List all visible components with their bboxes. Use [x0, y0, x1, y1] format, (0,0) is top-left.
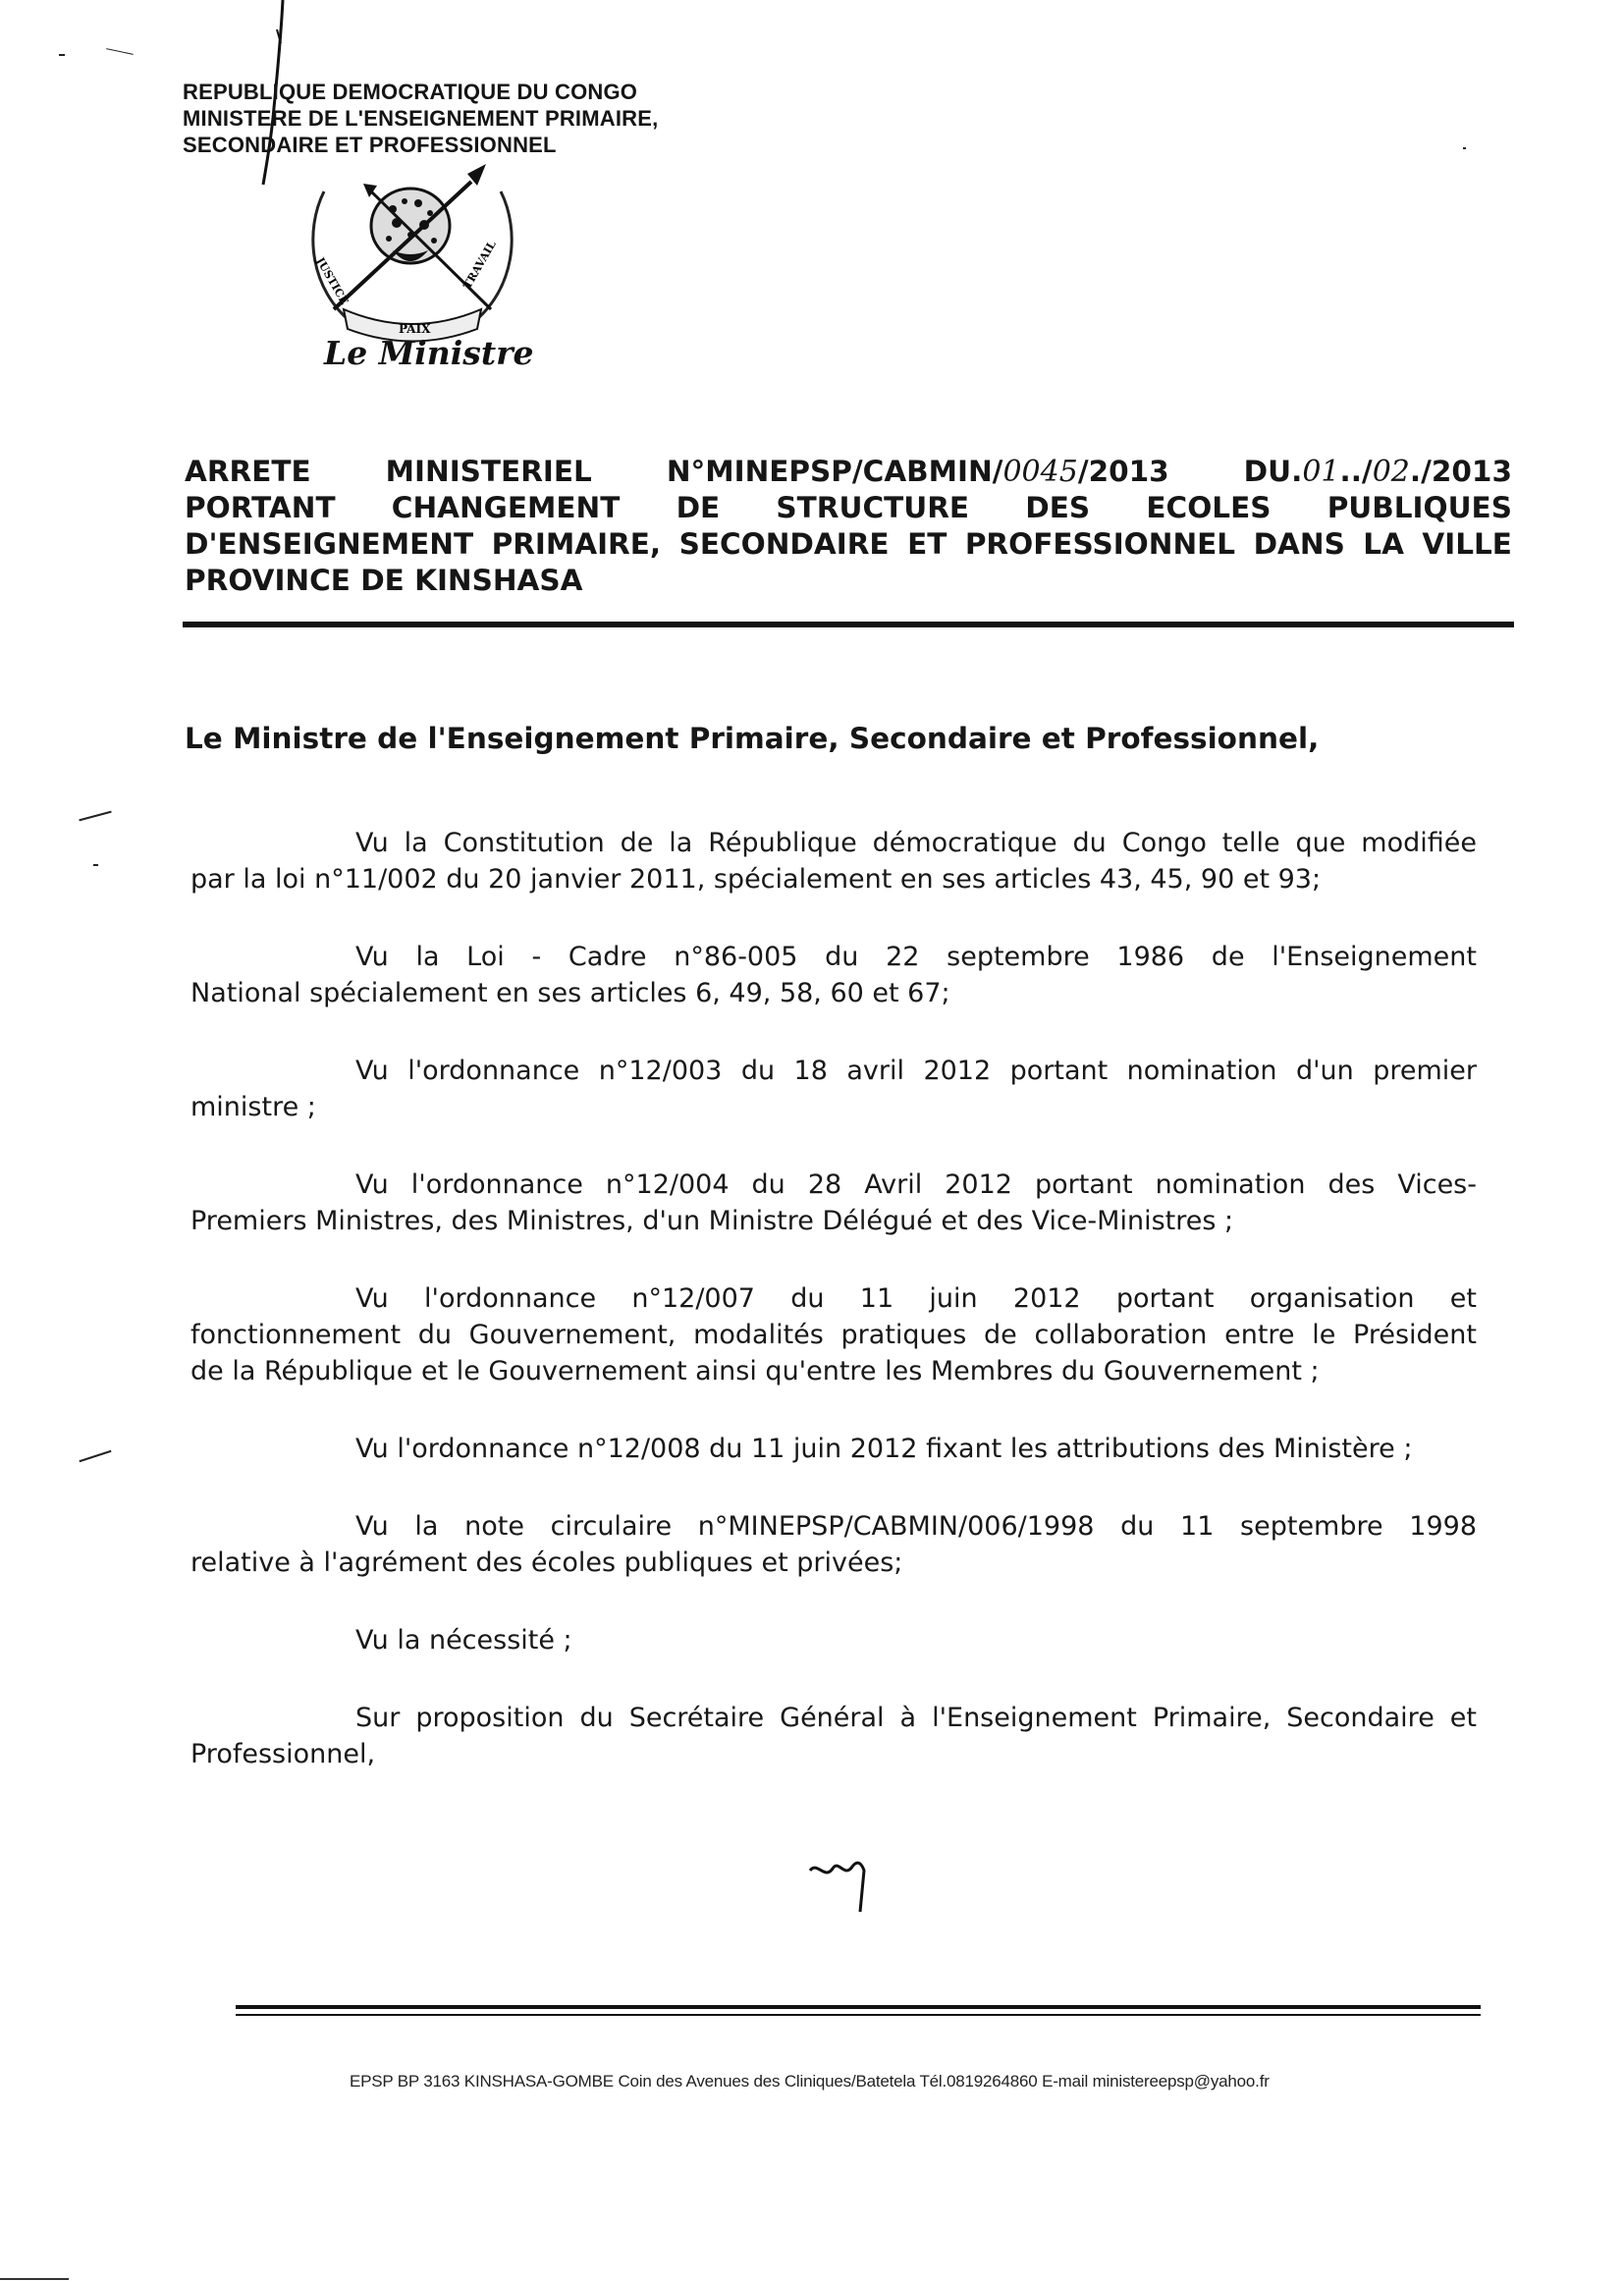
minister-heading: Le Ministre de l'Enseignement Primaire, Secondaire et Professionnel, — [185, 722, 1320, 755]
handwritten-month: 02 — [1372, 455, 1410, 489]
consideration-ordonnance-12-008: Vu l'ordonnance n°12/008 du 11 juin 2012 fixant les attributions des Ministère ; — [355, 1434, 1413, 1464]
title-line-3 — [185, 526, 1512, 563]
emblem-label-bottom: PAIX — [399, 322, 431, 336]
letterhead-country: REPUBLIQUE DEMOCRATIQUE DU CONGO — [183, 80, 638, 104]
title-word: SECONDAIRE — [678, 527, 890, 561]
title-word: PRIMAIRE, — [491, 527, 662, 561]
handwritten-initials — [805, 1851, 884, 1920]
title-word: PUBLIQUES — [1326, 491, 1512, 524]
decree-date: DU.01../02./2013 — [1243, 455, 1512, 489]
title-word: PROFESSIONNEL — [964, 527, 1236, 561]
title-line-4: PROVINCE DE KINSHASA — [185, 564, 583, 597]
emblem-label-right: TRAVAIL — [460, 239, 499, 292]
title-word: LA — [1363, 527, 1404, 561]
title-word: DANS — [1253, 527, 1345, 561]
minister-title: Le Ministre — [324, 334, 534, 372]
consideration-constitution: Vu la Constitution de la République démocratique du Congo telle que modifiée par la loi n°11/002 du 20 janvier 2011, spécialement en ses articles 43, 45, 90 et 93; — [190, 828, 1477, 895]
title-divider — [183, 622, 1514, 627]
emblem-label-left: JUSTICE — [313, 255, 352, 307]
title-line-2 — [185, 490, 1512, 526]
handwritten-number: 0045 — [1002, 455, 1078, 489]
title-word: ARRETE — [185, 455, 311, 488]
decree-body — [190, 825, 1477, 1814]
footer-divider-thin — [236, 2014, 1481, 2016]
scan-mark — [79, 811, 111, 822]
scan-mark — [59, 54, 65, 56]
title-word: DE — [676, 491, 721, 524]
consideration-loi-cadre: Vu la Loi - Cadre n°86-005 du 22 septembre 1986 de l'Enseignement National spécialement en ses articles 6, 49, 58, 60 et 67; — [190, 942, 1477, 1008]
footer-divider — [236, 2005, 1481, 2009]
letterhead-ministry: MINISTERE DE L'ENSEIGNEMENT PRIMAIRE, — [183, 106, 659, 131]
consideration-necessite: Vu la nécessité ; — [355, 1625, 572, 1656]
letterhead-ministry-cont: SECONDAIRE ET PROFESSIONNEL — [183, 133, 557, 157]
consideration-ordonnance-12-003: Vu l'ordonnance n°12/003 du 18 avril 2012 portant nomination d'un premier ministre ; — [190, 1056, 1477, 1122]
consideration-note-circulaire: Vu la note circulaire n°MINEPSP/CABMIN/006/1998 du 11 septembre 1998 relative à l'agrément des écoles publiques et privées; — [190, 1511, 1477, 1578]
title-word: D'ENSEIGNEMENT — [185, 527, 474, 561]
scan-mark — [106, 48, 134, 55]
scan-mark — [93, 864, 98, 866]
title-word: STRUCTURE — [776, 491, 970, 524]
consideration-ordonnance-12-004: Vu l'ordonnance n°12/004 du 28 Avril 2012 portant nomination des Vices- Premiers Ministres, des Ministres, d'un Ministre Délégué et des Vice-Ministres ; — [190, 1169, 1477, 1236]
title-word: ECOLES — [1146, 491, 1272, 524]
decree-title — [185, 454, 1512, 599]
title-word: PORTANT — [185, 491, 336, 524]
decree-number: N°MINEPSP/CABMIN/0045/2013 — [666, 455, 1169, 489]
title-word: DES — [1025, 491, 1091, 524]
letterhead — [183, 79, 658, 158]
title-word: VILLE — [1422, 527, 1512, 561]
coat-of-arms-emblem — [295, 162, 530, 353]
scan-mark — [80, 1450, 112, 1462]
title-word: ET — [907, 527, 947, 561]
consideration-ordonnance-12-007: Vu l'ordonnance n°12/007 du 11 juin 2012 portant organisation et fonctionnement du Gouvernement, modalités pratiques de collaboration entre le Président de la République et le Gouvernement ainsi qu'entre les Membres du Gouvernement ; — [190, 1283, 1477, 1386]
scan-mark — [1463, 147, 1466, 149]
title-line-1 — [185, 454, 1512, 490]
title-word: CHANGEMENT — [391, 491, 621, 524]
scan-mark — [0, 2278, 69, 2280]
footer-contact: EPSP BP 3163 KINSHASA-GOMBE Coin des Avenues des Cliniques/Batetela Tél.0819264860 E-mail ministereepsp@yahoo.fr — [350, 2072, 1270, 2091]
handwritten-day: 01 — [1302, 455, 1340, 489]
consideration-proposition: Sur proposition du Secrétaire Général à l'Enseignement Primaire, Secondaire et Professionnel, — [190, 1703, 1477, 1769]
title-word: MINISTERIEL — [385, 455, 592, 488]
